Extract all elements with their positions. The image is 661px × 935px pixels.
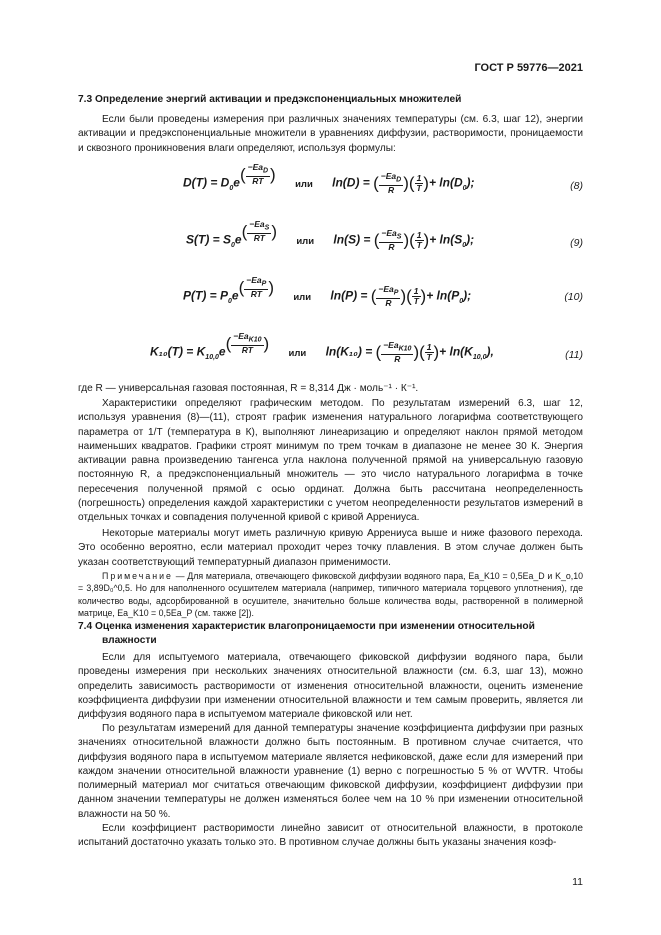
formula-11: $K_{10}(T) = K_{10,0}e^{( \frac{-Ea_{K10}}{RT} )}$ или ln(K₁₀) = ( $\frac{-Ea_{K10}}{R}$ )( $\frac{1}{T}$ )+ $\ln(K_{10,0})$, [150,331,494,364]
section-7-3-title: 7.3 Определение энергий активации и предэкспоненциальных множителей [78,94,462,105]
formula-8: $D(T) = D_0e^{( \frac{-Ea_D}{RT} )}$ или ln(D) = ( $\frac{-Ea_D}{R}$ )( $\frac{1}{T}$ )+ $\ln(D_0)$; [183,162,475,195]
page-number: 11 [572,876,583,888]
note-label: Примечание [102,571,173,581]
section-7-3-paragraph-2: Некоторые материалы могут иметь различную кривую Аррениуса выше и ниже фазового перехода. Это особенно вероятно, если материал проходит через точку плавления. В этом случае должен быть указан соответствующий температурный диапазон применимости. [78,528,583,568]
section-7-4-paragraph-3: Если коэффициент растворимости линейно зависит от относительной влажности, в протоколе испытаний достаточно указать только это. В противном случае должны быть указаны значения коэф- [78,823,583,849]
standard-number: ГОСТ Р 59776—2021 [474,62,583,74]
note-block [78,570,583,619]
section-7-3-paragraph-1: Характеристики определяют графическим методом. По результатам измерений 6.3, шаг 12, используя уравнения (8)—(11), строят график изменения натурального логарифма соответствующего параметра от 1/T (температура в К), выполняют линеаризацию и определяют наклон прямой методом наименьших квадратов. Графики строят минимум по трем точкам в диапазоне не менее 30 К. Энергия активации равна произведению тангенса угла наклона полученной прямой на универсальную газовую постоянную R, а предэкспоненциальный множитель — это число натурального логарифма в точке пересечения полученной прямой с осью ординат. Должна быть рассчитана неопределенность (погрешность) определения каждой характеристики с учетом неопределенности результатов измерений в отдельных точках и совпадения полученной кривой с кривой Аррениуса. [78,398,583,524]
section-7-4-paragraph-2: По результатам измерений для данной температуры значение коэффициента диффузии при разных значениях относительной влажности должно быть постоянным. В противном случае считается, что диффузия водяного пара в испытуемом материале является нефиковской, даже если для измерений при каждом значении относительной влажности уравнение (1) верно с погрешностью 5 % от WVTR. Чтобы полимерный материал мог считаться отвечающим фиковской диффузии, коэффициент диффузии при данном значении температуры не должен изменяться более чем на 10 % при изменении относительной влажности на 50 %. [78,723,583,820]
section-7-4-paragraph-1: Если для испытуемого материала, отвечающего фиковской диффузии водяного пара, были проведены измерения при нескольких значениях относительной влажности (см. 6.3, шаг 13), можно определить зависимость растворимости от изменения относительной влажности, оценить изменение коэффициента диффузии при изменении относительной влажности и тем самым проверить, является ли диффузия водяного пара в испытуемом материале фиковской или нет. [78,652,583,721]
section-7-4-title-line-2: влажности [102,635,157,646]
equation-number-10: (10) [564,291,583,303]
note-text: — Для материала, отвечающего фиковской диффузии водяного пара, Ea_K10 = 0,5Ea_D и K_o,10 = 3,89D₀^0,5. Но для наполненного осушителем материала (например, типичного материала торцевого уплотнения), где количество воды, адсорбированной в осушителе, значительно больше количества воды, растворенной в полимерной матрице, Ea_K10 = 0,5Ea_P (см. также [2]). [78,571,584,618]
section-7-4-title-line-1: 7.4 Оценка изменения характеристик влагопроницаемости при изменении относительной [78,621,535,632]
formula-9: $S(T) = S_0e^{( \frac{-Ea_S}{RT} )}$ или ln(S) = ( $\frac{-Ea_S}{R}$ )( $\frac{1}{T}$ )+ $\ln(S_0)$; [186,219,475,252]
formula-10: $P(T) = P_0e^{( \frac{-Ea_P}{RT} )}$ или ln(P) = ( $\frac{-Ea_P}{R}$ )( $\frac{1}{T}$ )+ $\ln(P_0)$; [183,275,472,308]
equation-number-11: (11) [565,349,583,361]
section-7-3-intro: Если были проведены измерения при различных значениях температуры (см. 6.3, шаг 12), энергии активации и предэкспоненциальные множители в уравнениях диффузии, растворимости, проницаемости и сквозного проникновения влаги определяют, используя формулы: [78,114,583,154]
equation-number-8: (8) [570,180,583,192]
gas-constant-definition: где R — универсальная газовая постоянная, R = 8,314 Дж · моль⁻¹ · К⁻¹. [78,383,419,394]
equation-number-9: (9) [570,237,583,249]
